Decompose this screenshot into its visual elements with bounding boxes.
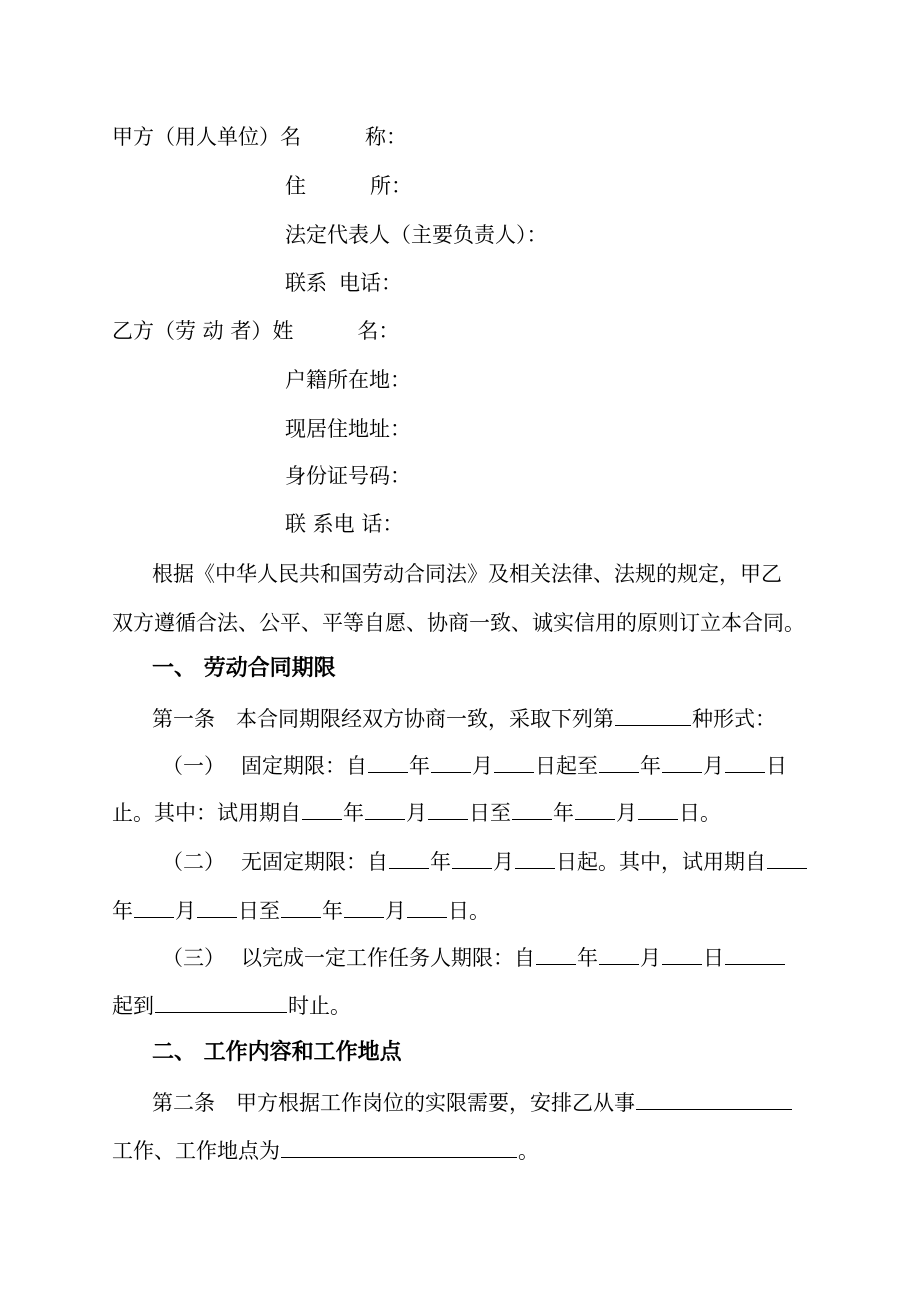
option-2-text-b: 日起。其中，试用期自 — [556, 850, 766, 874]
date-blank[interactable] — [134, 897, 174, 918]
date-blank[interactable] — [407, 897, 447, 918]
article-2-text-a: 第二条 甲方根据工作岗位的实限需要，安排乙从事 — [152, 1091, 635, 1115]
article-2-line-2 — [112, 1137, 539, 1164]
date-blank[interactable] — [536, 944, 576, 965]
date-blank[interactable] — [725, 944, 785, 965]
option-2-number: （二） — [162, 850, 225, 874]
date-blank[interactable] — [281, 897, 321, 918]
day-from-label: 日起至 — [535, 754, 598, 778]
preamble-line-2 — [112, 610, 805, 636]
party-b-id-line — [285, 463, 411, 489]
party-b-residence-label: 现居住地址： — [285, 417, 411, 441]
month-label: 月 — [616, 801, 637, 825]
section-2-heading — [152, 1040, 402, 1066]
day-to-label: 日至 — [238, 899, 280, 923]
day-end-label: 日。 — [679, 801, 721, 825]
date-blank[interactable] — [638, 799, 678, 820]
day-label: 日 — [703, 946, 724, 970]
preamble-text-1: 根据《中华人民共和国劳动合同法》及相关法律、法规的规定，甲乙 — [152, 562, 782, 586]
date-blank[interactable] — [512, 799, 552, 820]
option-3-text-c: 时止。 — [288, 994, 351, 1018]
article-1-text-b: 种形式： — [692, 707, 776, 731]
date-blank[interactable] — [452, 848, 492, 869]
day-to-label: 日至 — [469, 801, 511, 825]
date-blank[interactable] — [368, 752, 408, 773]
party-b-residence-line — [285, 416, 411, 442]
article-2-text-b: 工作、工作地点为 — [112, 1139, 280, 1163]
option-2-line-1 — [162, 848, 808, 875]
party-b-name-label-1: 姓 — [272, 319, 294, 343]
party-a-label: 甲方（用人单位） — [112, 125, 280, 149]
option-2-text-a: 无固定期限：自 — [241, 850, 388, 874]
month-label: 月 — [703, 754, 724, 778]
date-blank[interactable] — [344, 897, 384, 918]
year-label: 年 — [343, 801, 364, 825]
preamble-line-1 — [152, 561, 782, 587]
article-1-line — [152, 705, 776, 732]
option-3-text-a: 以完成一定工作任务人期限：自 — [241, 946, 535, 970]
month-label: 月 — [175, 899, 196, 923]
party-b-name-label-2: 名： — [357, 319, 400, 343]
option-2-line-2 — [112, 897, 490, 924]
day-label: 日 — [766, 754, 787, 778]
work-location-blank[interactable] — [281, 1137, 517, 1158]
option-1-line-2 — [112, 799, 721, 826]
party-b-label: 乙方（劳 动 者） — [112, 319, 273, 343]
party-b-household-line — [285, 367, 411, 393]
party-a-address-line — [285, 173, 412, 199]
job-blank[interactable] — [636, 1089, 792, 1110]
party-a-phone-line — [285, 270, 402, 296]
month-label: 月 — [640, 946, 661, 970]
preamble-text-2: 双方遵循合法、公平、平等自愿、协商一致、诚实信用的原则订立本合同。 — [112, 611, 805, 635]
party-a-address-label-2: 所： — [370, 174, 412, 198]
month-label: 月 — [406, 801, 427, 825]
party-b-id-label: 身份证号码： — [285, 464, 411, 488]
section-1-heading-text: 一、 劳动合同期限 — [152, 656, 336, 681]
date-blank[interactable] — [599, 752, 639, 773]
month-label: 月 — [493, 850, 514, 874]
option-3-line-1 — [162, 944, 786, 971]
party-a-phone-label-2: 电话： — [339, 271, 402, 295]
option-1-text-b: 止。其中：试用期自 — [112, 801, 301, 825]
date-blank[interactable] — [197, 897, 237, 918]
year-label: 年 — [640, 754, 661, 778]
date-blank[interactable] — [575, 799, 615, 820]
party-b-phone-label: 联 系电 话： — [285, 512, 404, 536]
section-2-heading-text: 二、 工作内容和工作地点 — [152, 1040, 402, 1065]
year-label: 年 — [112, 899, 133, 923]
day-end-label: 日。 — [448, 899, 490, 923]
date-blank[interactable] — [515, 848, 555, 869]
date-blank[interactable] — [494, 752, 534, 773]
party-a-name-line — [112, 124, 407, 150]
section-1-heading — [152, 656, 336, 682]
year-label: 年 — [553, 801, 574, 825]
article-1-text-a: 第一条 本合同期限经双方协商一致，采取下列第 — [152, 707, 614, 731]
date-blank[interactable] — [767, 848, 807, 869]
date-blank[interactable] — [725, 752, 765, 773]
option-3-text-b: 起到 — [112, 994, 154, 1018]
party-a-rep-line — [285, 222, 548, 248]
party-b-household-label: 户籍所在地： — [285, 368, 411, 392]
date-blank[interactable] — [389, 848, 429, 869]
date-blank[interactable] — [302, 799, 342, 820]
party-a-name-label-2: 称： — [365, 125, 407, 149]
option-1-text-a: 固定期限：自 — [241, 754, 367, 778]
article-2-line-1 — [152, 1089, 793, 1116]
form-type-blank[interactable] — [615, 705, 691, 726]
option-3-line-2 — [112, 992, 351, 1019]
date-blank[interactable] — [431, 752, 471, 773]
option-3-number: （三） — [162, 946, 225, 970]
month-label: 月 — [472, 754, 493, 778]
year-label: 年 — [409, 754, 430, 778]
party-a-name-label-1: 名 — [280, 125, 301, 149]
year-label: 年 — [430, 850, 451, 874]
party-a-address-label-1: 住 — [285, 174, 306, 198]
article-2-text-c: 。 — [518, 1139, 539, 1163]
date-blank[interactable] — [365, 799, 405, 820]
date-blank[interactable] — [662, 944, 702, 965]
party-a-phone-label-1: 联系 — [285, 271, 327, 295]
date-blank[interactable] — [662, 752, 702, 773]
month-label: 月 — [385, 899, 406, 923]
option-1-line-1 — [162, 752, 787, 779]
option-1-number: （一） — [162, 754, 225, 778]
year-label: 年 — [322, 899, 343, 923]
date-blank[interactable] — [428, 799, 468, 820]
task-end-blank[interactable] — [155, 992, 287, 1013]
year-label: 年 — [577, 946, 598, 970]
date-blank[interactable] — [599, 944, 639, 965]
party-b-phone-line — [285, 511, 403, 537]
party-b-name-line — [112, 318, 399, 344]
party-a-rep-label: 法定代表人（主要负责人）： — [285, 223, 548, 247]
